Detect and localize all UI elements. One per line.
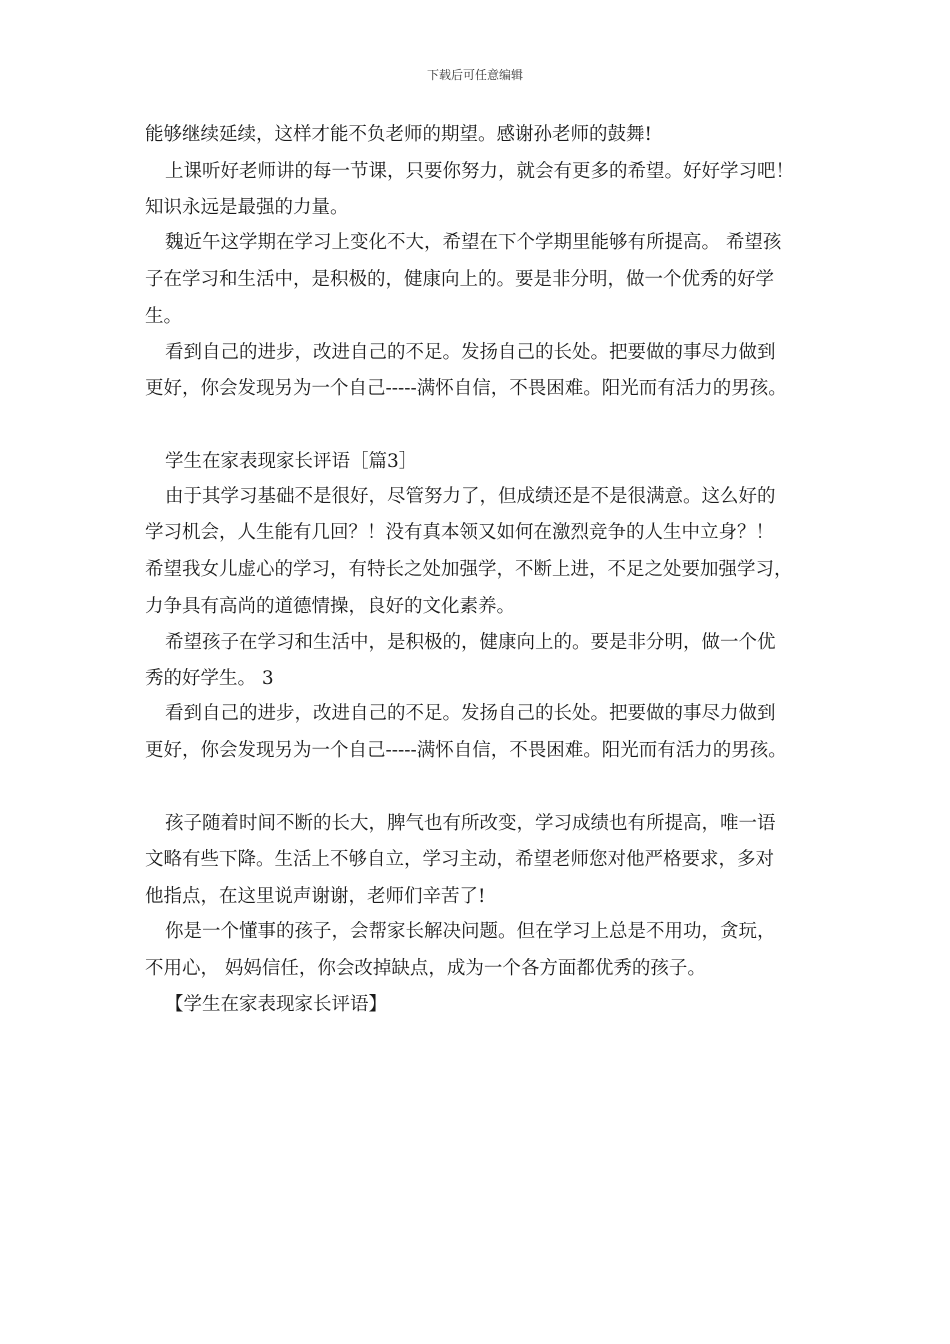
text-line: 更好，你会发现另为一个自己-----满怀自信，不畏困难。阳光而有活力的男孩。	[145, 740, 787, 761]
text-line: 知识永远是最强的力量。	[145, 197, 349, 218]
text-line: 不用心， 妈妈信任，你会改掉缺点，成为一个各方面都优秀的孩子。	[145, 958, 706, 979]
closing-title: 【学生在家表现家长评语】	[165, 994, 388, 1015]
text-line: 他指点，在这里说声谢谢，老师们辛苦了!	[145, 886, 486, 907]
text-line: 子在学习和生活中，是积极的，健康向上的。要是非分明，做一个优秀的好学	[145, 269, 775, 290]
text-line: 更好，你会发现另为一个自己-----满怀自信，不畏困难。阳光而有活力的男孩。	[145, 378, 787, 399]
text-line: 希望孩子在学习和生活中，是积极的，健康向上的。要是非分明，做一个优	[165, 632, 776, 653]
text-line: 你是一个懂事的孩子，会帮家长解决问题。但在学习上总是不用功，贪玩，	[165, 921, 776, 942]
text-line: 秀的好学生。 3	[145, 668, 274, 689]
text-line: 看到自己的进步，改进自己的不足。发扬自己的长处。把要做的事尽力做到	[165, 703, 776, 724]
text-line: 魏近午这学期在学习上变化不大，希望在下个学期里能够有所提高。 希望孩	[165, 232, 782, 253]
section-heading: 学生在家表现家长评语［篇3］	[165, 451, 418, 472]
text-line: 文略有些下降。生活上不够自立，学习主动，希望老师您对他严格要求，多对	[145, 849, 775, 870]
text-line: 能够继续延续，这样才能不负老师的期望。感谢孙老师的鼓舞!	[145, 124, 652, 145]
text-line: 上课听好老师讲的每一节课，只要你努力，就会有更多的希望。好好学习吧！	[165, 161, 795, 182]
page-header: 下载后可任意编辑	[426, 68, 523, 82]
text-line: 生。	[145, 306, 183, 327]
text-line: 看到自己的进步，改进自己的不足。发扬自己的长处。把要做的事尽力做到	[165, 342, 776, 363]
text-line: 希望我女儿虚心的学习，有特长之处加强学，不断上进，不足之处要加强学习，	[145, 559, 793, 580]
text-line: 由于其学习基础不是很好，尽管努力了，但成绩还是不是很满意。这么好的	[165, 486, 776, 507]
text-line: 力争具有高尚的道德情操，良好的文化素养。	[145, 596, 516, 617]
text-line: 学习机会，人生能有几回？！没有真本领又如何在激烈竞争的人生中立身？！	[145, 522, 775, 543]
text-line: 孩子随着时间不断的长大，脾气也有所改变，学习成绩也有所提高，唯一语	[165, 813, 776, 834]
